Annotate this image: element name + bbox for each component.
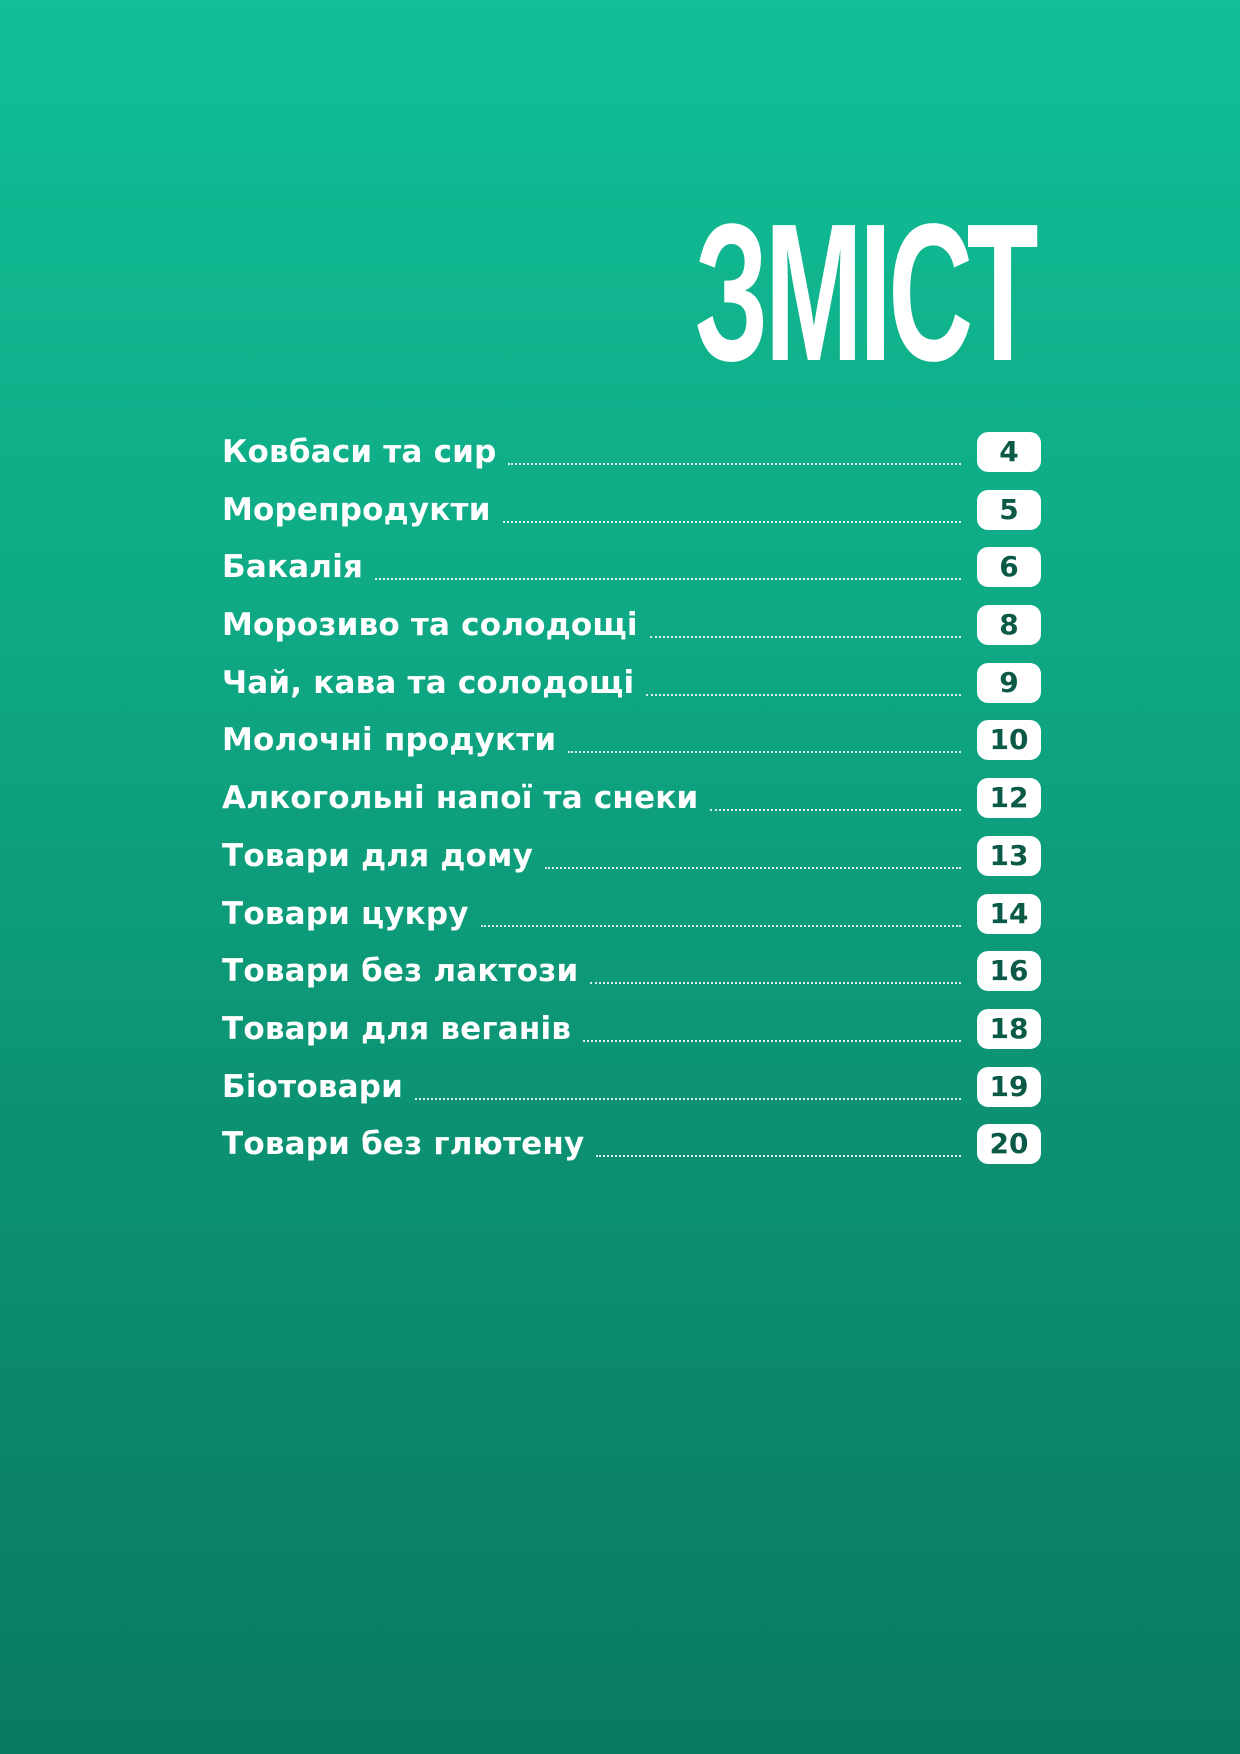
toc-item-label: Чай, кава та солодощі — [222, 664, 635, 701]
toc-item[interactable] — [222, 1008, 1041, 1050]
toc-item-label: Ковбаси та сир — [222, 434, 497, 470]
dotted-leader — [503, 521, 961, 523]
page-number-badge: 10 — [977, 720, 1041, 760]
page-number-badge: 12 — [977, 778, 1041, 818]
page-title: ЗМІСТ — [694, 183, 1035, 402]
page-number-badge: 5 — [977, 490, 1041, 530]
toc-item[interactable] — [222, 777, 1041, 819]
page-number-badge: 13 — [977, 836, 1041, 876]
toc-item-label: Бакалія — [222, 549, 364, 586]
page-number-badge: 19 — [977, 1067, 1041, 1107]
toc-item-label: Товари для дому — [222, 837, 534, 874]
toc-item-label: Морозиво та солодощі — [222, 607, 638, 644]
toc-item[interactable] — [222, 893, 1041, 935]
toc-item[interactable] — [222, 835, 1041, 877]
dotted-leader — [481, 925, 961, 927]
dotted-leader — [710, 809, 961, 811]
toc-item[interactable] — [222, 489, 1041, 531]
dotted-leader — [650, 636, 961, 638]
toc-item-label: Товари без глютену — [222, 1126, 585, 1163]
dotted-leader — [568, 751, 961, 753]
dotted-leader — [508, 463, 961, 465]
dotted-leader — [590, 982, 961, 984]
page-number-badge: 6 — [977, 547, 1041, 587]
dotted-leader — [415, 1098, 961, 1100]
toc-item[interactable] — [222, 662, 1041, 704]
toc-item[interactable] — [222, 1123, 1041, 1165]
dotted-leader — [646, 694, 961, 696]
toc-item-label: Молочні продукти — [222, 722, 557, 759]
page-number-badge: 8 — [977, 605, 1041, 645]
dotted-leader — [375, 578, 961, 580]
toc-item[interactable] — [222, 719, 1041, 761]
dotted-leader — [596, 1155, 961, 1157]
toc-item[interactable] — [222, 1066, 1041, 1108]
toc-item-label: Товари для веганів — [222, 1010, 572, 1047]
toc-item[interactable] — [222, 546, 1041, 588]
toc-item-label: Біотовари — [222, 1068, 404, 1105]
toc-item-label: Алкогольні напої та снеки — [222, 780, 699, 817]
toc-item[interactable] — [222, 431, 1041, 473]
page-number-badge: 18 — [977, 1009, 1041, 1049]
dotted-leader — [583, 1040, 961, 1042]
toc-item-label: Товари без лактози — [222, 953, 579, 990]
toc-item-label: Морепродукти — [222, 491, 491, 528]
page-number-badge: 20 — [977, 1124, 1041, 1164]
table-of-contents — [222, 431, 1041, 1181]
page-number-badge: 4 — [977, 432, 1041, 472]
toc-item[interactable] — [222, 950, 1041, 992]
page-number-badge: 14 — [977, 894, 1041, 934]
page-number-badge: 16 — [977, 951, 1041, 991]
toc-item-label: Товари цукру — [222, 895, 469, 932]
toc-item[interactable] — [222, 604, 1041, 646]
dotted-leader — [545, 867, 961, 869]
page-number-badge: 9 — [977, 663, 1041, 703]
